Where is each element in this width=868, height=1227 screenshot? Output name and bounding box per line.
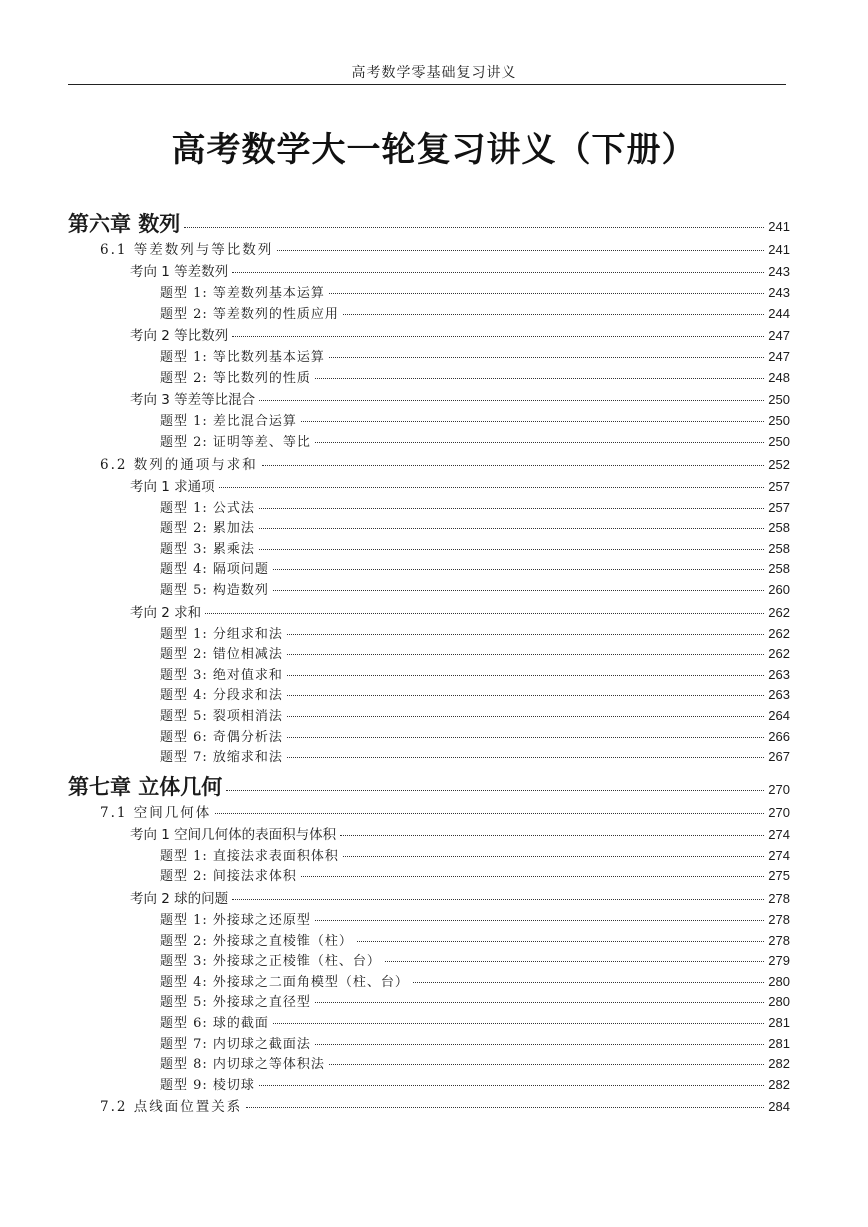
- dot-leader: [315, 1002, 764, 1003]
- toc-entry-page-number: 257: [768, 499, 790, 515]
- toc-entry-page-number: 250: [768, 392, 790, 408]
- toc-entry-label: 题型 6: 奇偶分析法: [160, 729, 283, 745]
- dot-leader: [287, 695, 764, 696]
- toc-entry-label: 题型 2: 等差数列的性质应用: [160, 306, 339, 322]
- toc-entry-type: [160, 705, 790, 724]
- toc-entry-page-number: 262: [768, 646, 790, 662]
- toc-entry-type: [160, 517, 790, 536]
- toc-entry-page-number: 258: [768, 540, 790, 556]
- dot-leader: [301, 421, 764, 422]
- toc-entry-label: 题型 1: 直接法求表面积体积: [160, 848, 339, 864]
- toc-entry-type: [160, 950, 790, 969]
- toc-entry-label: 7.2 点线面位置关系: [100, 1099, 243, 1116]
- toc-entry-label: 题型 7: 放缩求和法: [160, 750, 283, 766]
- toc-entry-type: [160, 664, 790, 683]
- dot-leader: [315, 442, 764, 443]
- toc-entry-label: 题型 2: 等比数列的性质: [160, 370, 311, 386]
- dot-leader: [287, 634, 764, 635]
- toc-entry-section: [100, 1095, 790, 1115]
- toc-entry-label: 题型 9: 棱切球: [160, 1077, 255, 1093]
- toc-entry-type: [160, 909, 790, 928]
- toc-entry-label: 题型 1: 等差数列基本运算: [160, 286, 325, 301]
- dot-leader: [232, 899, 764, 900]
- toc-entry-type: [160, 865, 790, 884]
- dot-leader: [259, 400, 764, 401]
- dot-leader: [273, 1023, 764, 1024]
- toc-entry-label: 题型 4: 隔项问题: [160, 562, 269, 578]
- toc-entry-label: 题型 2: 错位相减法: [160, 647, 283, 663]
- toc-entry-page-number: 266: [768, 728, 790, 744]
- toc-entry-type: [160, 930, 790, 949]
- toc-entry-type: [160, 558, 790, 577]
- toc-entry-page-number: 282: [768, 1056, 790, 1072]
- dot-leader: [232, 336, 764, 337]
- dot-leader: [340, 835, 764, 836]
- dot-leader: [287, 675, 764, 676]
- toc-entry-section: [100, 801, 790, 821]
- toc-entry-page-number: 270: [768, 781, 790, 797]
- toc-entry-label: 考向 1 等差数列: [130, 264, 229, 280]
- dot-leader: [205, 613, 764, 614]
- toc-entry-page-number: 260: [768, 582, 790, 597]
- toc-entry-page-number: 248: [768, 369, 790, 385]
- dot-leader: [262, 465, 765, 466]
- toc-entry-type: [160, 845, 790, 864]
- table-of-contents: [0, 208, 868, 1208]
- dot-leader: [259, 1085, 764, 1086]
- toc-entry-label: 7.1 空间几何体: [100, 804, 212, 821]
- dot-leader: [413, 982, 764, 983]
- running-header: 高考数学零基础复习讲义: [351, 65, 517, 81]
- toc-entry-label: 题型 5: 外接球之直径型: [160, 995, 311, 1011]
- toc-entry-type: [160, 1053, 790, 1072]
- toc-entry-label: 题型 1: 公式法: [160, 500, 255, 516]
- toc-entry-label: 题型 4: 外接球之二面角模型（柱、台）: [160, 974, 409, 990]
- dot-leader: [315, 378, 764, 379]
- toc-entry-page-number: 263: [768, 687, 790, 703]
- toc-entry-type: [160, 367, 790, 386]
- toc-entry-label: 题型 2: 外接球之直棱锥（柱）: [160, 933, 353, 949]
- toc-entry-label: 题型 3: 绝对值求和: [160, 667, 283, 683]
- toc-entry-page-number: 274: [768, 847, 790, 863]
- toc-entry-type: [160, 579, 790, 598]
- toc-entry-label: 题型 5: 裂项相消法: [160, 709, 283, 724]
- dot-leader: [287, 757, 764, 758]
- toc-entry-page-number: 244: [768, 305, 790, 321]
- toc-entry-label: 考向 3 等差等比混合: [130, 392, 256, 409]
- toc-entry-page-number: 243: [768, 264, 790, 279]
- toc-entry-label: 6.1 等差数列与等比数列: [100, 242, 274, 258]
- dot-leader: [301, 876, 764, 877]
- toc-entry-page-number: 243: [768, 285, 790, 300]
- dot-leader: [315, 920, 764, 921]
- toc-entry-type: [160, 991, 790, 1010]
- toc-entry-page-number: 252: [768, 456, 790, 472]
- toc-entry-page-number: 275: [768, 868, 790, 884]
- toc-entry-page-number: 258: [768, 520, 790, 536]
- toc-entry-type: [160, 1033, 790, 1052]
- toc-entry-chapter: [68, 208, 790, 238]
- toc-entry-type: [160, 431, 790, 450]
- toc-entry-type: [160, 746, 790, 765]
- dot-leader: [287, 716, 764, 717]
- toc-entry-page-number: 281: [768, 1015, 790, 1030]
- toc-entry-label: 题型 1: 外接球之还原型: [160, 913, 311, 928]
- toc-entry-label: 考向 2 等比数列: [130, 328, 229, 345]
- toc-entry-section: [100, 453, 790, 473]
- dot-leader: [329, 1064, 764, 1065]
- dot-leader: [273, 569, 764, 570]
- toc-entry-page-number: 241: [768, 219, 790, 234]
- toc-entry-page-number: 282: [768, 1076, 790, 1092]
- toc-entry-page-number: 241: [768, 242, 790, 257]
- toc-entry-topic: [130, 475, 790, 495]
- toc-entry-label: 题型 1: 分组求和法: [160, 626, 283, 642]
- toc-entry-page-number: 279: [768, 953, 790, 969]
- toc-entry-type: [160, 1074, 790, 1093]
- dot-leader: [343, 314, 764, 315]
- toc-entry-type: [160, 538, 790, 557]
- toc-entry-label: 题型 4: 分段求和法: [160, 688, 283, 704]
- dot-leader: [246, 1107, 764, 1108]
- toc-entry-type: [160, 282, 790, 301]
- toc-entry-page-number: 262: [768, 625, 790, 641]
- dot-leader: [315, 1044, 764, 1045]
- toc-entry-section: [100, 238, 790, 258]
- dot-leader: [329, 293, 764, 294]
- toc-entry-topic: [130, 823, 790, 843]
- toc-entry-type: [160, 1012, 790, 1031]
- toc-entry-type: [160, 643, 790, 662]
- toc-entry-page-number: 280: [768, 994, 790, 1010]
- toc-entry-page-number: 247: [768, 328, 790, 344]
- dot-leader: [259, 528, 764, 529]
- document-title: 高考数学大一轮复习讲义（下册）: [171, 130, 697, 170]
- toc-entry-label: 题型 2: 证明等差、等比: [160, 435, 311, 450]
- toc-entry-label: 题型 8: 内切球之等体积法: [160, 1057, 325, 1073]
- toc-entry-chapter: [68, 771, 790, 801]
- toc-entry-page-number: 250: [768, 413, 790, 429]
- dot-leader: [343, 856, 764, 857]
- toc-entry-label: 题型 2: 间接法求体积: [160, 869, 297, 885]
- dot-leader: [385, 961, 764, 962]
- toc-entry-page-number: 278: [768, 932, 790, 948]
- dot-leader: [277, 250, 764, 251]
- dot-leader: [259, 549, 764, 550]
- toc-entry-label: 题型 2: 累加法: [160, 521, 255, 537]
- toc-entry-label: 第七章 立体几何: [68, 774, 223, 799]
- dot-leader: [259, 508, 764, 509]
- toc-entry-type: [160, 303, 790, 322]
- toc-entry-page-number: 247: [768, 349, 790, 365]
- dot-leader: [287, 737, 764, 738]
- toc-entry-label: 考向 2 球的问题: [130, 891, 229, 907]
- dot-leader: [184, 227, 764, 228]
- dot-leader: [226, 790, 764, 791]
- toc-entry-type: [160, 684, 790, 703]
- toc-entry-page-number: 267: [768, 749, 790, 765]
- toc-entry-topic: [130, 260, 790, 280]
- toc-entry-topic: [130, 324, 790, 344]
- toc-entry-page-number: 278: [768, 891, 790, 906]
- toc-entry-page-number: 263: [768, 666, 790, 682]
- header-rule: [68, 84, 786, 85]
- toc-entry-page-number: 274: [768, 826, 790, 842]
- toc-entry-label: 题型 3: 累乘法: [160, 541, 255, 557]
- toc-entry-page-number: 280: [768, 973, 790, 989]
- toc-entry-type: [160, 346, 790, 365]
- toc-entry-topic: [130, 388, 790, 408]
- toc-entry-label: 题型 7: 内切球之截面法: [160, 1036, 311, 1052]
- toc-entry-page-number: 264: [768, 708, 790, 723]
- toc-entry-label: 题型 5: 构造数列: [160, 583, 269, 598]
- toc-entry-page-number: 257: [768, 478, 790, 494]
- toc-entry-page-number: 284: [768, 1099, 790, 1115]
- dot-leader: [219, 487, 765, 488]
- toc-entry-label: 题型 3: 外接球之正棱锥（柱、台）: [160, 954, 381, 970]
- dot-leader: [215, 813, 764, 814]
- dot-leader: [329, 357, 764, 358]
- toc-entry-type: [160, 971, 790, 990]
- toc-entry-type: [160, 410, 790, 429]
- toc-entry-type: [160, 726, 790, 745]
- toc-entry-page-number: 250: [768, 434, 790, 449]
- toc-entry-label: 考向 2 求和: [130, 604, 202, 621]
- dot-leader: [273, 590, 764, 591]
- toc-entry-page-number: 262: [768, 604, 790, 620]
- toc-entry-page-number: 278: [768, 912, 790, 927]
- toc-entry-type: [160, 497, 790, 516]
- toc-entry-page-number: 270: [768, 804, 790, 820]
- toc-entry-label: 题型 1: 等比数列基本运算: [160, 350, 325, 366]
- toc-entry-page-number: 258: [768, 561, 790, 577]
- toc-entry-page-number: 281: [768, 1035, 790, 1051]
- toc-entry-topic: [130, 887, 790, 907]
- dot-leader: [232, 272, 764, 273]
- toc-entry-topic: [130, 601, 790, 621]
- toc-entry-label: 题型 6: 球的截面: [160, 1016, 269, 1031]
- dot-leader: [357, 941, 764, 942]
- toc-entry-label: 考向 1 求通项: [130, 478, 215, 495]
- toc-entry-label: 考向 1 空间几何体的表面积与体积: [130, 826, 337, 843]
- toc-entry-label: 6.2 数列的通项与求和: [100, 456, 258, 473]
- dot-leader: [287, 654, 764, 655]
- toc-entry-type: [160, 623, 790, 642]
- toc-entry-label: 题型 1: 差比混合运算: [160, 414, 297, 430]
- toc-entry-label: 第六章 数列: [68, 212, 181, 236]
